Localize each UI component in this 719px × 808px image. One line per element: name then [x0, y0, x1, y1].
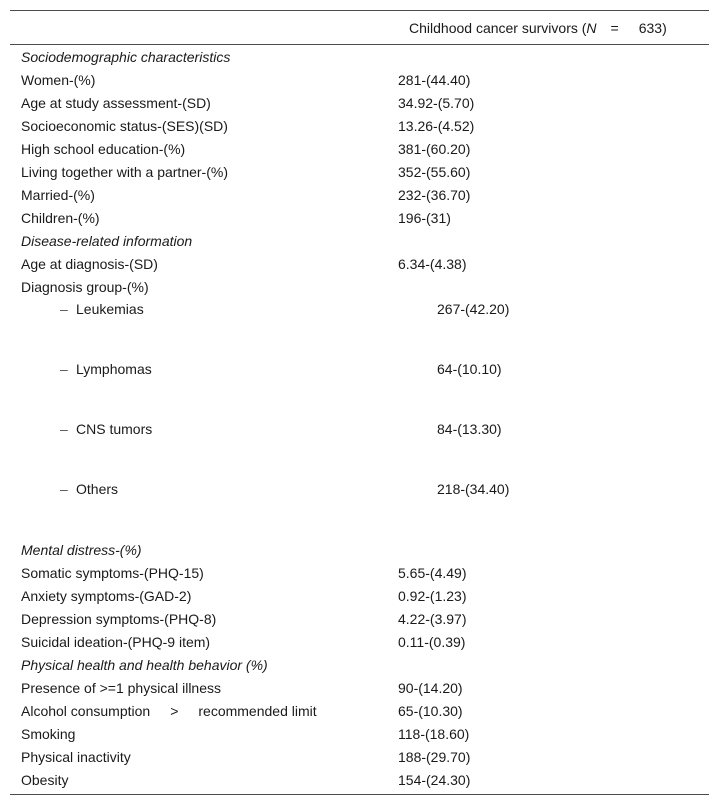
dash-marker: –	[60, 301, 68, 317]
row-label: Sociodemographic characteristics	[21, 48, 231, 65]
row-label: Children-(%)	[21, 209, 100, 226]
dash-marker: –	[60, 361, 68, 377]
row-value: 4.22-(3.97)	[398, 610, 467, 627]
subgroup-row	[10, 418, 709, 478]
section-row	[10, 653, 709, 676]
table-row	[10, 722, 709, 745]
row-value: 381-(60.20)	[398, 140, 471, 157]
row-label: Married-(%)	[21, 186, 95, 203]
row-label	[10, 418, 437, 441]
row-value: 118-(18.60)	[398, 725, 470, 742]
table-body	[10, 45, 709, 791]
subgroup-row	[10, 358, 709, 418]
row-value: 267-(42.20)	[437, 301, 510, 317]
table-header	[10, 11, 709, 44]
row-value: 196-(31)	[398, 209, 451, 226]
table-row	[10, 206, 709, 229]
row-label: High school education-(%)	[21, 140, 186, 157]
row-value: 6.34-(4.38)	[398, 255, 467, 272]
row-label: Disease-related information	[21, 232, 193, 249]
table-row	[10, 630, 709, 653]
row-label: Socioeconomic status-(SES)(SD)	[21, 117, 228, 134]
dash-marker: –	[60, 421, 68, 437]
row-value: 90-(14.20)	[398, 679, 463, 696]
table-row	[10, 183, 709, 206]
row-label: Somatic symptoms-(PHQ-15)	[21, 564, 204, 581]
row-value: 65-(10.30)	[398, 702, 463, 719]
table-row	[10, 676, 709, 699]
table-row	[10, 768, 709, 791]
row-value: 218-(34.40)	[437, 481, 510, 497]
row-label: Diagnosis group-(%)	[21, 278, 149, 295]
dash-marker: –	[60, 481, 68, 497]
row-label	[10, 298, 437, 321]
header-text: Childhood cancer survivors (	[409, 19, 587, 36]
header-n: N	[586, 19, 597, 36]
table-row	[10, 561, 709, 584]
header-value-cell	[409, 20, 667, 36]
row-label: Mental distress-(%)	[21, 541, 142, 558]
table-row	[10, 252, 709, 275]
row-label: Age at study assessment-(SD)	[21, 94, 211, 111]
row-value: 5.65-(4.49)	[398, 564, 467, 581]
table-row	[10, 584, 709, 607]
row-label: Age at diagnosis-(SD)	[21, 255, 158, 272]
row-label	[10, 478, 437, 501]
subgroup-label: Others	[76, 481, 119, 497]
table-row	[10, 68, 709, 91]
greater-than-sign: >	[170, 702, 179, 719]
row-value: 34.92-(5.70)	[398, 94, 475, 111]
row-value: 0.11-(0.39)	[398, 633, 466, 650]
row-label: Depression symptoms-(PHQ-8)	[21, 610, 217, 627]
row-value: 0.92-(1.23)	[398, 587, 467, 604]
row-label: Obesity	[21, 771, 69, 788]
row-value: 13.26-(4.52)	[398, 117, 475, 134]
table-row	[10, 91, 709, 114]
table-row	[10, 275, 709, 298]
table-row	[10, 607, 709, 630]
row-value: 352-(55.60)	[398, 163, 471, 180]
section-row	[10, 538, 709, 561]
subgroup-row	[10, 478, 709, 538]
row-value: 232-(36.70)	[398, 186, 471, 203]
row-label: Smoking	[21, 725, 76, 742]
table-row	[10, 160, 709, 183]
row-label: Women-(%)	[21, 71, 96, 88]
row-label: Physical health and health behavior (%)	[21, 656, 268, 673]
row-label: Living together with a partner-(%)	[21, 163, 228, 180]
subgroup-label: Lymphomas	[76, 361, 152, 377]
row-value: 281-(44.40)	[398, 71, 471, 88]
table-row	[10, 745, 709, 768]
subgroup-label: Leukemias	[76, 301, 144, 317]
bottom-rule	[10, 794, 709, 795]
section-row	[10, 229, 709, 252]
row-value: 84-(13.30)	[437, 421, 502, 437]
header-equals: =	[610, 19, 619, 36]
row-value: 64-(10.10)	[437, 361, 502, 377]
header-count: 633)	[638, 19, 667, 36]
alcohol-label: Alcohol consumption	[21, 702, 151, 719]
table-row	[10, 137, 709, 160]
row-label: Presence of >=1 physical illness	[21, 679, 221, 696]
subgroup-row	[10, 298, 709, 358]
row-label: Anxiety symptoms-(GAD-2)	[21, 587, 192, 604]
section-row	[10, 45, 709, 68]
row-value: 154-(24.30)	[398, 771, 471, 788]
row-label	[10, 703, 398, 719]
table-row	[10, 699, 709, 722]
alcohol-label-tail: recommended limit	[198, 702, 317, 719]
row-label: Suicidal ideation-(PHQ-9 item)	[21, 633, 211, 650]
subgroup-label: CNS tumors	[76, 421, 153, 437]
table-row	[10, 114, 709, 137]
characteristics-table	[10, 10, 709, 795]
row-value: 188-(29.70)	[398, 748, 471, 765]
row-label: Physical inactivity	[21, 748, 131, 765]
row-label	[10, 358, 437, 381]
